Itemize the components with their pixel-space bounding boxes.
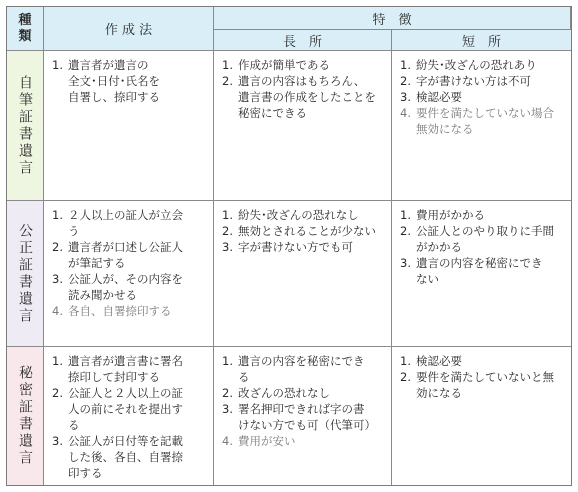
item-text: 費用が安い — [238, 434, 296, 448]
item-text: 公証人が日付等を記載 した後、各自、自署捺 印する — [68, 434, 183, 480]
item-number: 2. — [222, 224, 233, 238]
list-item — [400, 353, 567, 369]
item-text: 遺言者が口述し公証人 が筆記する — [68, 240, 183, 270]
demerits-list — [392, 347, 571, 401]
item-number: 2. — [222, 386, 233, 400]
item-text: 遺言者が遺言書に署名 捺印して封印する — [68, 354, 183, 384]
item-text: 検認必要 — [416, 354, 462, 368]
list-item — [400, 89, 567, 105]
demerits-cell — [392, 51, 571, 201]
method-list — [44, 51, 213, 105]
list-item — [52, 353, 209, 385]
row-label-cell — [7, 51, 44, 201]
item-number: 1. — [222, 58, 233, 72]
demerits-list — [392, 201, 571, 287]
list-item — [400, 369, 567, 401]
item-text: 公証人が、その内容を 読み聞かせる — [68, 272, 183, 302]
item-number: 2. — [400, 370, 411, 384]
item-number: 3. — [52, 434, 63, 448]
list-item — [400, 105, 567, 137]
merits-cell — [214, 347, 392, 485]
item-number: 1. — [400, 354, 411, 368]
list-item — [400, 73, 567, 89]
item-text: 公証人と２人以上の証 人の前にそれを提出す る — [68, 386, 183, 432]
item-text: 改ざんの恐れなし — [238, 386, 330, 400]
item-text: 字が書けない方は不可 — [416, 74, 531, 88]
header-method-label: 作 成 法 — [104, 23, 153, 38]
item-text: 作成が簡単である — [238, 58, 330, 72]
item-number: 3. — [222, 240, 233, 254]
item-text: ２人以上の証人が立会 う — [68, 208, 183, 238]
will-comparison-table — [6, 6, 572, 486]
item-text: 遺言の内容を秘密にでき る — [238, 354, 365, 384]
method-list — [44, 347, 213, 481]
header-features-label: 特 徴 — [372, 12, 412, 28]
item-number: 2. — [52, 386, 63, 400]
item-text: 遺言の内容はもちろん、 遺言書の作成をしたことを 秘密にできる — [238, 74, 376, 120]
list-item — [222, 207, 387, 223]
item-number: 2. — [222, 74, 233, 88]
list-item — [222, 223, 387, 239]
item-number: 1. — [222, 208, 233, 222]
item-number: 2. — [400, 74, 411, 88]
list-item — [400, 223, 567, 255]
header-method-cell — [44, 7, 214, 51]
list-item — [400, 57, 567, 73]
method-cell — [44, 51, 214, 201]
header-type-label: 種 類 — [18, 12, 32, 44]
item-number: 3. — [400, 90, 411, 104]
method-cell — [44, 347, 214, 485]
list-item — [222, 57, 387, 73]
item-number: 3. — [222, 402, 233, 416]
item-text: 要件を満たしていないと無 効になる — [416, 370, 554, 400]
item-text: 無効とされることが少ない — [238, 224, 376, 238]
list-item — [52, 207, 209, 239]
header-merits-cell — [214, 30, 392, 51]
item-text: 要件を満たしていない場合 無効になる — [416, 106, 554, 136]
item-number: 1. — [52, 58, 63, 72]
row-label: 自筆証書遺言 — [17, 74, 33, 177]
list-item — [222, 401, 387, 433]
list-item — [222, 239, 387, 255]
demerits-cell — [392, 347, 571, 485]
list-item — [400, 207, 567, 223]
merits-cell — [214, 201, 392, 347]
item-number: 4. — [52, 304, 63, 318]
item-number: 3. — [400, 256, 411, 270]
merits-list — [214, 347, 391, 449]
list-item — [52, 303, 209, 319]
item-text: 遺言の内容を秘密にでき ない — [416, 256, 543, 286]
item-number: 4. — [222, 434, 233, 448]
demerits-list — [392, 51, 571, 137]
row-label-cell — [7, 347, 44, 485]
list-item — [52, 433, 209, 481]
item-number: 3. — [52, 272, 63, 286]
list-item — [52, 239, 209, 271]
item-text: 紛失･改ざんの恐れなし — [238, 208, 359, 222]
list-item — [222, 73, 387, 121]
item-text: 紛失･改ざんの恐れあり — [416, 58, 537, 72]
item-number: 1. — [52, 208, 63, 222]
merits-list — [214, 51, 391, 121]
list-item — [222, 385, 387, 401]
item-text: 各自、自署捺印する — [68, 304, 172, 318]
item-number: 1. — [52, 354, 63, 368]
item-text: 検認必要 — [416, 90, 462, 104]
merits-list — [214, 201, 391, 255]
header-demerits-cell — [392, 30, 571, 51]
header-demerits-label: 短 所 — [461, 34, 501, 50]
list-item — [222, 353, 387, 385]
item-number: 1. — [222, 354, 233, 368]
item-text: 費用がかかる — [416, 208, 485, 222]
header-type-cell — [7, 7, 44, 51]
list-item — [222, 433, 387, 449]
demerits-cell — [392, 201, 571, 347]
list-item — [400, 255, 567, 287]
list-item — [52, 271, 209, 303]
item-text: 遺言者が遺言の 全文･日付･氏名を 自署し、捺印する — [68, 58, 160, 104]
item-number: 4. — [400, 106, 411, 120]
list-item — [52, 385, 209, 433]
item-number: 1. — [400, 58, 411, 72]
header-features-cell — [214, 7, 571, 30]
item-text: 署名押印できれば字の書 けない方でも可（代筆可） — [238, 402, 376, 432]
item-number: 1. — [400, 208, 411, 222]
row-label: 秘密証書遺言 — [17, 365, 33, 467]
item-number: 2. — [52, 240, 63, 254]
item-text: 公証人とのやり取りに手間 がかかる — [416, 224, 554, 254]
header-merits-label: 長 所 — [282, 34, 322, 50]
row-label-cell — [7, 201, 44, 347]
row-label: 公正証書遺言 — [17, 222, 33, 325]
method-cell — [44, 201, 214, 347]
method-list — [44, 201, 213, 319]
list-item — [52, 57, 209, 105]
item-text: 字が書けない方でも可 — [238, 240, 353, 254]
item-number: 2. — [400, 224, 411, 238]
merits-cell — [214, 51, 392, 201]
